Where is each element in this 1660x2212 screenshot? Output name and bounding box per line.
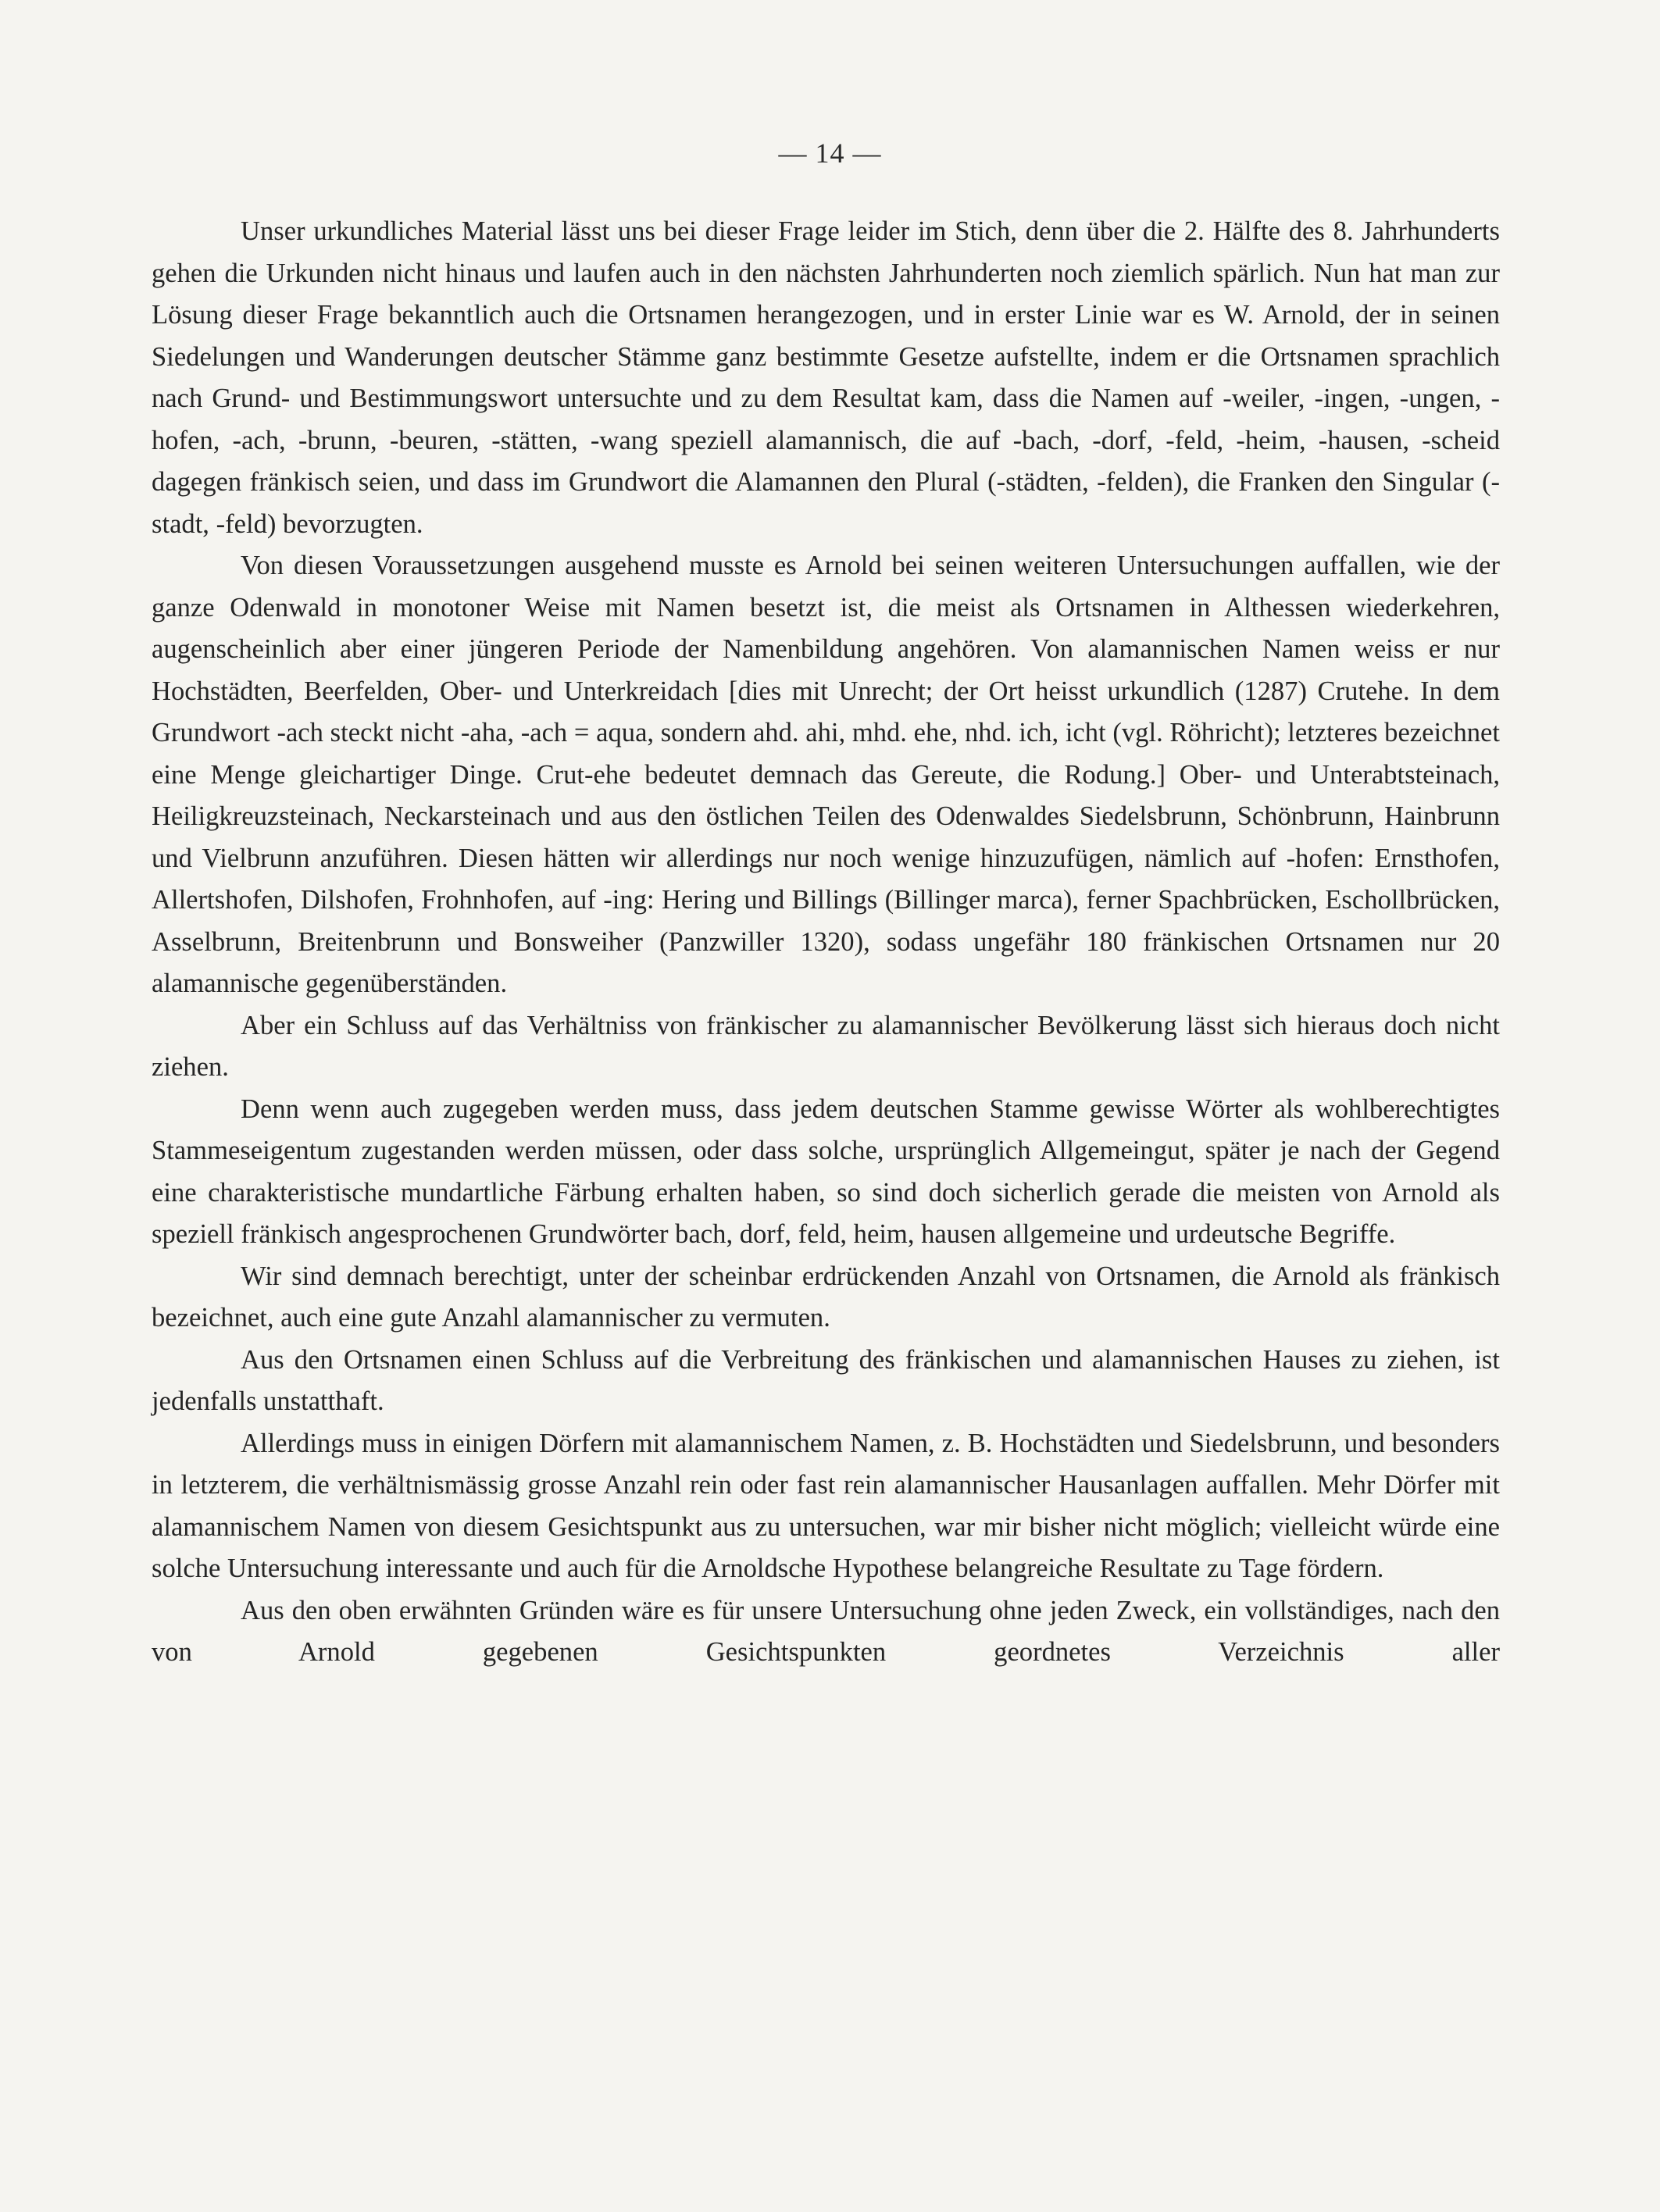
page-number: — 14 — — [778, 137, 882, 169]
paragraph-6: Aus den Ortsnamen einen Schluss auf die Verbreitung des fränkischen und alamannischen Hauses zu ziehen, ist jedenfalls unstatthaft. — [152, 1344, 1500, 1416]
paragraph-7: Allerdings muss in einigen Dörfern mit alamannischem Namen, z. B. Hochstädten und Siedelsbrunn, und besonders in letzterem, die verhältnismässig grosse Anzahl rein oder fast rein alamannischer Hausanlagen auffallen. Mehr Dörfer mit alamannischem Namen von diesem Gesichtspunkt aus zu untersuchen, war mir bisher nicht möglich; vielleicht würde eine solche Untersuchung interessante und auch für die Arnoldsche Hypothese belangreiche Resultate zu Tage fördern. — [152, 1428, 1500, 1583]
paragraph-1: Unser urkundliches Material lässt uns bei dieser Frage leider im Stich, denn über die 2. Hälfte des 8. Jahrhunderts gehen die Urkunden nicht hinaus und laufen auch in den nächsten Jahrhunderten noch ziemlich spärlich. Nun hat man zur Lösung dieser Frage bekanntlich auch die Ortsnamen herangezogen, und in erster Linie war es W. Arnold, der in seinen Siedelungen und Wanderungen deutscher Stämme ganz bestimmte Gesetze aufstellte, indem er die Ortsnamen sprachlich nach Grund- und Bestimmungswort untersuchte und zu dem Resultat kam, dass die Namen auf -weiler, -ingen, -ungen, -hofen, -ach, -brunn, -beuren, -stätten, -wang speziell alamannisch, die auf -bach, -dorf, -feld, -heim, -hausen, -scheid dagegen fränkisch seien, und dass im Grundwort die Alamannen den Plural (-städten, -felden), die Franken den Singular (-stadt, -feld) bevorzugten. — [152, 216, 1500, 539]
paragraph-5: Wir sind demnach berechtigt, unter der scheinbar erdrückenden Anzahl von Ortsnamen, die Arnold als fränkisch bezeichnet, auch eine gute Anzahl alamannischer zu vermuten. — [152, 1261, 1500, 1333]
paragraph-8: Aus den oben erwähnten Gründen wäre es für unsere Untersuchung ohne jeden Zweck, ein vollständiges, nach den von Arnold gegebenen Gesichtspunkten geordnetes Verzeichnis aller — [152, 1595, 1500, 1667]
paragraph-4: Denn wenn auch zugegeben werden muss, dass jedem deutschen Stamme gewisse Wörter als wohlberechtigtes Stammeseigentum zugestanden werden müssen, oder dass solche, ursprünglich Allgemeingut, später je nach der Gegend eine charakteristische mundartliche Färbung erhalten haben, so sind doch sicherlich gerade die meisten von Arnold als speziell fränkisch angesprochenen Grundwörter bach, dorf, feld, heim, hausen allgemeine und urdeutsche Begriffe. — [152, 1094, 1500, 1249]
paragraph-3: Aber ein Schluss auf das Verhältniss von fränkischer zu alamannischer Bevölkerung lässt sich hieraus doch nicht ziehen. — [152, 1010, 1500, 1082]
body-text — [152, 211, 1500, 1674]
paragraph-2: Von diesen Voraussetzungen ausgehend musste es Arnold bei seinen weiteren Untersuchungen auffallen, wie der ganze Odenwald in monotoner Weise mit Namen besetzt ist, die meist als Ortsnamen in Althessen wiederkehren, augenscheinlich aber einer jüngeren Periode der Namenbildung angehören. Von alamannischen Namen weiss er nur Hochstädten, Beerfelden, Ober- und Unterkreidach [dies mit Unrecht; der Ort heisst urkundlich (1287) Crutehe. In dem Grundwort -ach steckt nicht -aha, -ach = aqua, sondern ahd. ahi, mhd. ehe, nhd. ich, icht (vgl. Röhricht); letzteres bezeichnet eine Menge gleichartiger Dinge. Crut-ehe bedeutet demnach das Gereute, die Rodung.] Ober- und Unterabtsteinach, Heiligkreuzsteinach, Neckarsteinach und aus den östlichen Teilen des Odenwaldes Siedelsbrunn, Schönbrunn, Hainbrunn und Vielbrunn anzuführen. Diesen hätten wir allerdings nur noch wenige hinzuzufügen, nämlich auf -hofen: Ernsthofen, Allertshofen, Dilshofen, Frohnhofen, auf -ing: Hering und Billings (Billinger marca), ferner Spachbrücken, Eschollbrücken, Asselbrunn, Breitenbrunn und Bonsweiher (Panzwiller 1320), sodass ungefähr 180 fränkischen Ortsnamen nur 20 alamannische gegenüberständen. — [152, 551, 1500, 998]
